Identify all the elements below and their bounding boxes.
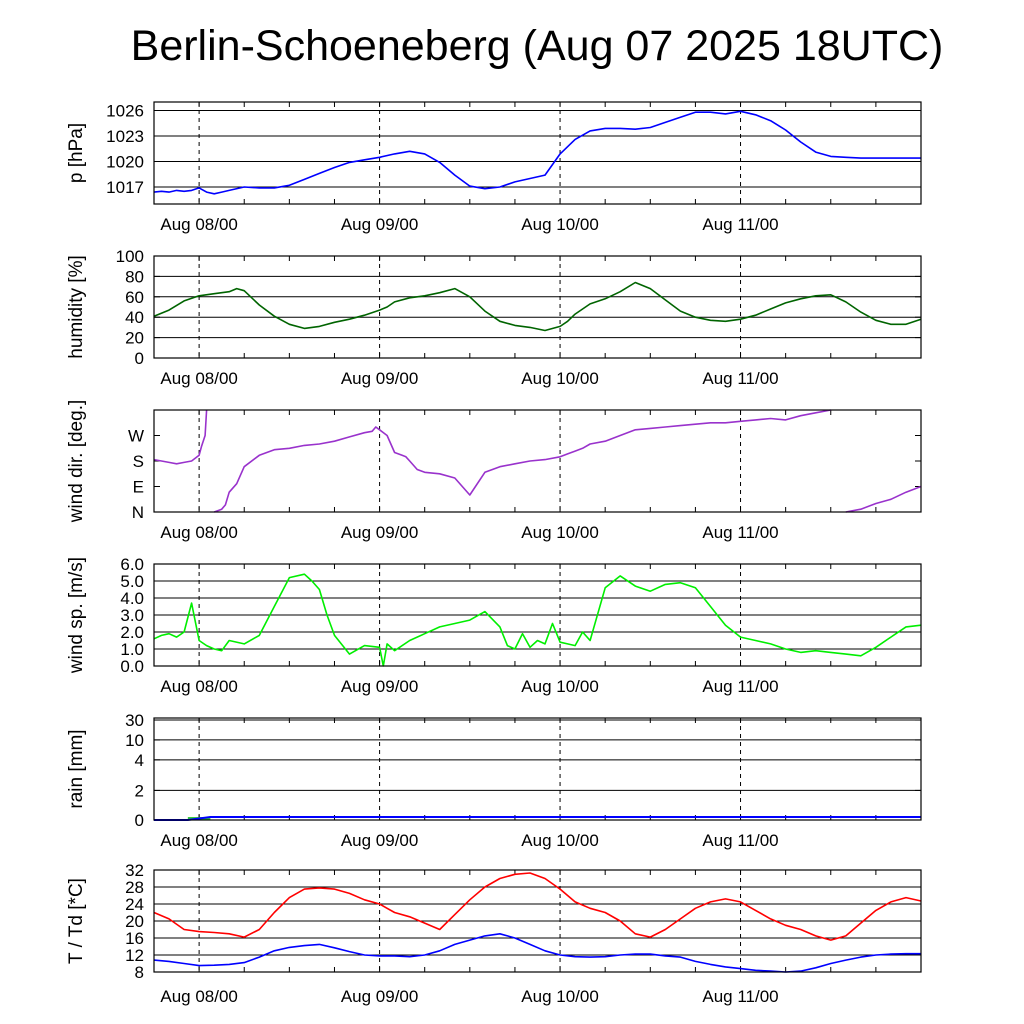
y-tick-label-humidity: 80 (125, 267, 144, 287)
y-tick-label-rain: 30 (125, 711, 144, 731)
x-tick-label: Aug 09/00 (340, 215, 419, 234)
y-tick-label-rain: 2 (134, 781, 144, 801)
x-tick-label: Aug 10/00 (521, 369, 599, 388)
x-tick-label: Aug 08/00 (160, 215, 238, 234)
y-tick-label-wind_speed: 4.0 (120, 589, 144, 608)
x-tick-label: Aug 10/00 (521, 987, 599, 1006)
y-tick-label-wind_speed: 3.0 (120, 606, 144, 625)
x-tick-label: Aug 10/00 (521, 677, 599, 696)
y-axis-label-humidity: humidity [%] (66, 255, 87, 359)
series-line-wind_direction-wind_dir (214, 410, 831, 512)
series-line-wind_speed-wind_speed (154, 574, 921, 666)
y-tick-label-temperature_dewpoint: 24 (125, 895, 144, 914)
y-tick-label-pressure: 1026 (106, 101, 144, 121)
y-tick-label-humidity: 20 (125, 328, 144, 348)
y-tick-label-humidity: 60 (125, 287, 144, 307)
y-tick-label-wind_speed: 2.0 (120, 623, 144, 642)
y-axis-label-wind_direction: wind dir. [deg.] (66, 399, 87, 523)
panel-frame-rain (154, 718, 921, 820)
y-tick-label-temperature_dewpoint: 28 (125, 878, 144, 897)
x-tick-label: Aug 09/00 (340, 987, 419, 1006)
x-tick-label: Aug 10/00 (521, 215, 599, 234)
y-tick-label-temperature_dewpoint: 20 (125, 912, 144, 931)
y-tick-label-humidity: 40 (125, 308, 144, 328)
x-tick-label: Aug 10/00 (521, 523, 599, 542)
y-tick-label-humidity: 0 (134, 349, 144, 368)
x-tick-label: Aug 08/00 (160, 677, 238, 696)
y-tick-label-wind_direction: E (132, 477, 144, 497)
series-line-pressure-pressure (154, 111, 921, 194)
y-axis-label-rain: rain [mm] (66, 729, 87, 809)
x-tick-label: Aug 08/00 (160, 987, 238, 1006)
series-line-wind_direction-wind_dir (846, 487, 921, 513)
x-tick-label: Aug 09/00 (340, 831, 419, 850)
x-tick-label: Aug 08/00 (160, 523, 238, 542)
y-tick-label-rain: 10 (125, 730, 144, 750)
y-tick-label-wind_speed: 6.0 (120, 555, 144, 574)
y-tick-label-wind_direction: S (132, 452, 144, 471)
series-line-temperature_dewpoint-dewpoint (154, 934, 921, 972)
series-line-temperature_dewpoint-temperature (154, 873, 921, 940)
chart-title: Berlin-Schoeneberg (Aug 07 2025 18UTC) (130, 22, 944, 70)
x-tick-label: Aug 08/00 (160, 831, 238, 850)
y-tick-label-rain: 0 (134, 811, 144, 830)
y-tick-label-wind_direction: W (127, 426, 144, 446)
y-tick-label-rain: 4 (134, 750, 144, 770)
y-tick-label-wind_speed: 1.0 (120, 640, 144, 659)
y-tick-label-pressure: 1023 (106, 127, 144, 146)
y-tick-label-humidity: 100 (115, 247, 144, 266)
y-tick-label-temperature_dewpoint: 16 (125, 929, 144, 948)
y-axis-label-temperature_dewpoint: T / Td [*C] (66, 878, 87, 964)
x-tick-label: Aug 08/00 (160, 369, 238, 388)
x-tick-label: Aug 11/00 (702, 523, 779, 542)
x-tick-label: Aug 09/00 (340, 677, 419, 696)
y-tick-label-wind_speed: 0.0 (120, 657, 144, 676)
y-tick-label-temperature_dewpoint: 8 (134, 963, 144, 982)
x-tick-label: Aug 10/00 (521, 831, 599, 850)
series-line-humidity-humidity (154, 283, 921, 331)
x-tick-label: Aug 11/00 (702, 831, 779, 850)
x-tick-label: Aug 11/00 (702, 215, 779, 234)
y-tick-label-pressure: 1020 (106, 152, 144, 172)
y-tick-label-wind_speed: 5.0 (120, 572, 144, 591)
panel-frame-humidity (154, 256, 921, 358)
x-tick-label: Aug 11/00 (702, 677, 779, 696)
y-tick-label-temperature_dewpoint: 12 (125, 946, 144, 965)
x-tick-label: Aug 11/00 (702, 987, 779, 1006)
y-tick-label-temperature_dewpoint: 32 (125, 861, 144, 880)
x-tick-label: Aug 09/00 (340, 369, 419, 388)
x-tick-label: Aug 09/00 (340, 523, 419, 542)
x-tick-label: Aug 11/00 (702, 369, 779, 388)
y-axis-label-wind_speed: wind sp. [m/s] (66, 556, 87, 674)
y-tick-label-pressure: 1017 (106, 178, 144, 197)
y-tick-label-wind_direction: N (131, 503, 144, 522)
y-axis-label-pressure: p [hPa] (66, 122, 87, 184)
